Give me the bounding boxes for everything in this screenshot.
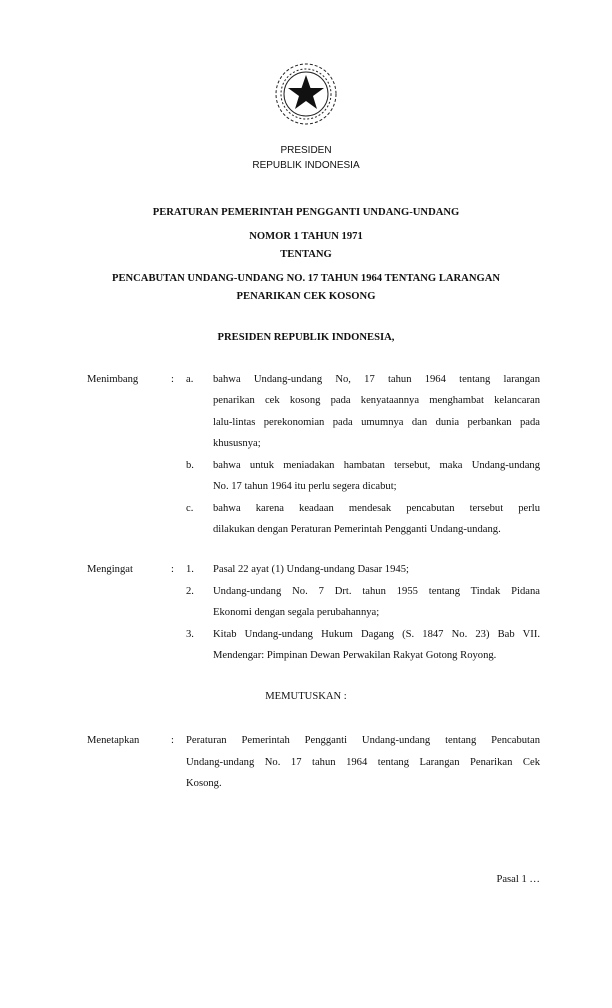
- text-line: bahwa karena keadaan mendesak pencabutan tersebut perlu: [213, 503, 540, 514]
- text-line: lalu-lintas perekonomian pada umumnya dan dunia perbankan pada: [213, 417, 540, 428]
- garuda-emblem-icon: [271, 56, 341, 132]
- text-line: Pasal 22 ayat (1) Undang-undang Dasar 1945;: [213, 564, 409, 575]
- colon: :: [171, 735, 174, 746]
- header-presiden: PRESIDEN: [280, 145, 332, 156]
- text-line: dilakukan dengan Peraturan Pemerintah Pengganti Undang-undang.: [213, 524, 501, 535]
- text-line: bahwa untuk meniadakan hambatan tersebut, maka Undang-undang: [213, 460, 540, 471]
- mengingat-label: Mengingat: [87, 564, 133, 575]
- item-marker: a.: [186, 374, 194, 385]
- text-line: Mendengar: Pimpinan Dewan Perwakilan Rakyat Gotong Royong.: [213, 650, 497, 661]
- memutuskan-heading: MEMUTUSKAN :: [265, 691, 347, 702]
- text-line: bahwa Undang-undang No, 17 tahun 1964 tentang larangan: [213, 374, 540, 385]
- item-marker: c.: [186, 503, 194, 514]
- president-heading: PRESIDEN REPUBLIK INDONESIA,: [217, 332, 395, 343]
- text-line: Kosong.: [186, 778, 222, 789]
- colon: :: [171, 564, 174, 575]
- header-republik: REPUBLIK INDONESIA: [252, 160, 360, 171]
- colon: :: [171, 374, 174, 385]
- title-line-4: PENCABUTAN UNDANG-UNDANG NO. 17 TAHUN 1964 TENTANG LARANGAN: [111, 273, 501, 284]
- menimbang-label: Menimbang: [87, 374, 139, 385]
- text-line: Undang-undang No. 7 Drt. tahun 1955 tentang Tindak Pidana: [213, 586, 540, 597]
- title-line-5: PENARIKAN CEK KOSONG: [236, 291, 376, 302]
- item-marker: 1.: [186, 564, 194, 575]
- next-page-indicator: Pasal 1 …: [496, 874, 540, 885]
- item-marker: 2.: [186, 586, 194, 597]
- text-line: Kitab Undang-undang Hukum Dagang (S. 1847 No. 23) Bab VII.: [213, 629, 540, 640]
- text-line: khususnya;: [213, 438, 261, 449]
- text-line: No. 17 tahun 1964 itu perlu segera dicabut;: [213, 481, 397, 492]
- text-line: Ekonomi dengan segala perubahannya;: [213, 607, 380, 618]
- item-marker: b.: [186, 460, 194, 471]
- text-line: penarikan cek kosong pada kenyataannya menghambat kelancaran: [213, 395, 540, 406]
- text-line: Peraturan Pemerintah Pengganti Undang-undang tentang Pencabutan: [186, 735, 540, 746]
- title-line-3: TENTANG: [280, 249, 332, 260]
- menetapkan-label: Menetapkan: [87, 735, 140, 746]
- title-line-1: PERATURAN PEMERINTAH PENGGANTI UNDANG-UNDANG: [152, 207, 460, 218]
- item-marker: 3.: [186, 629, 194, 640]
- text-line: Undang-undang No. 17 tahun 1964 tentang Larangan Penarikan Cek: [186, 757, 540, 768]
- title-line-2: NOMOR 1 TAHUN 1971: [249, 231, 363, 242]
